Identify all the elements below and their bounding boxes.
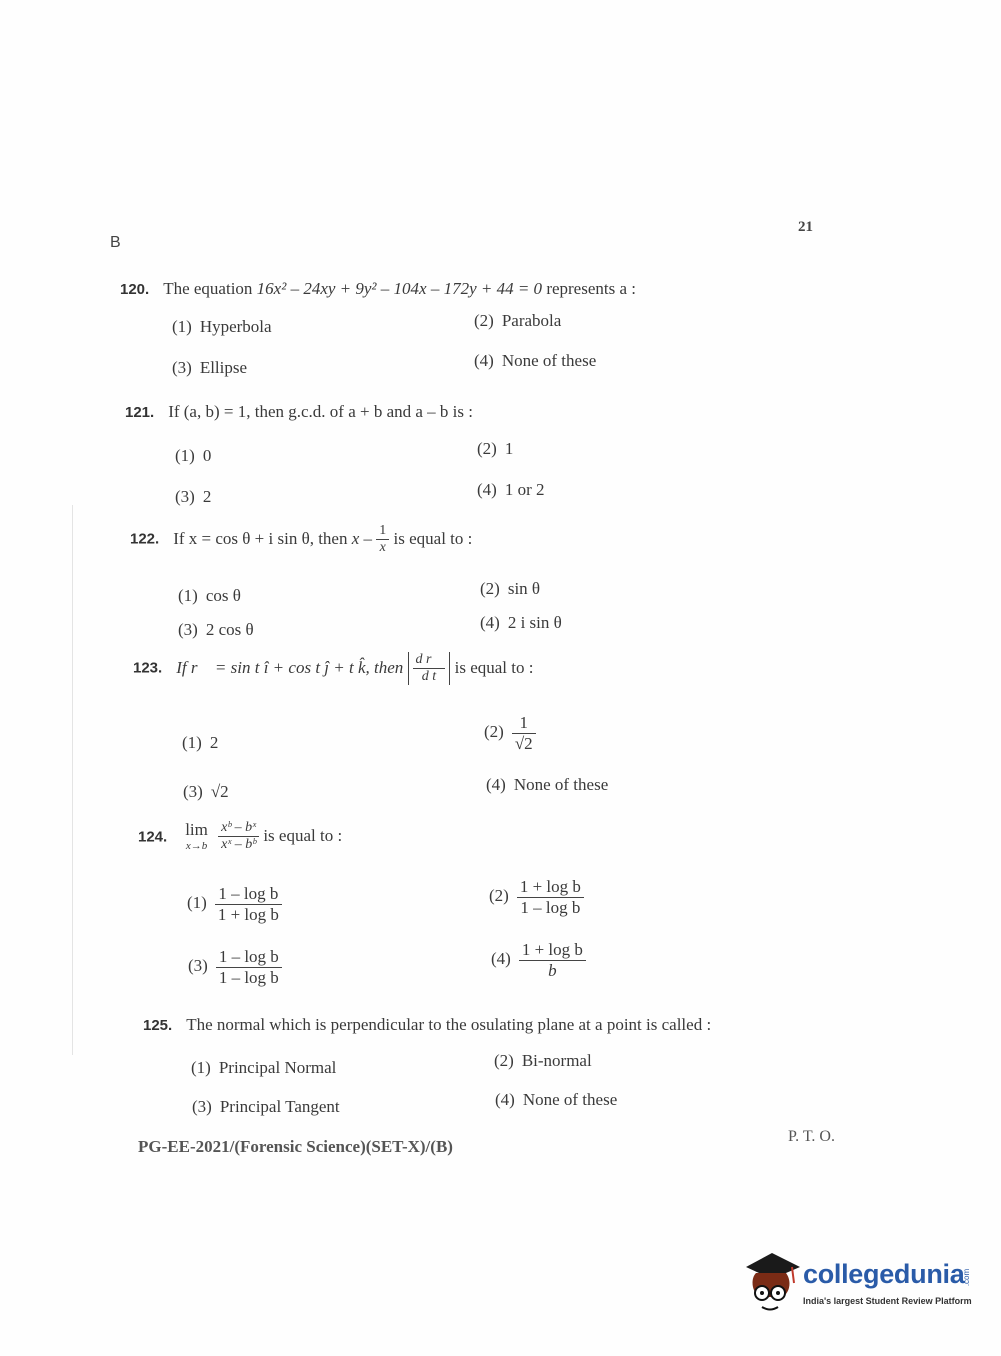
fraction: $\frac{\text{1 + log b}}{b}$ [519, 940, 586, 980]
question-120 [120, 279, 636, 299]
magnitude [408, 652, 451, 685]
equation: 16x² – 24xy + 9y² – 104x – 172y + 44 = 0 [256, 279, 543, 298]
option-4[interactable]: (4) $\frac{\text{1 + log b}}{b}$ [491, 940, 586, 980]
option-1[interactable]: (1) Principal Normal [191, 1058, 337, 1077]
question-number: 120. [120, 281, 150, 298]
paper-code: PG-EE-2021/(Forensic Science)(SET-X)/(B) [138, 1137, 453, 1156]
question-121 [125, 402, 473, 422]
question-number: 121. [125, 404, 155, 421]
question-125 [143, 1015, 711, 1035]
option-2[interactable]: (2) $\frac{1}{√2}$ [484, 713, 536, 753]
option-4[interactable]: (4) None of these [486, 775, 609, 794]
mascot-icon [742, 1249, 802, 1315]
question-text: The normal which is perpendicular to the osulating plane at a point is called : [186, 1015, 712, 1034]
option-1[interactable]: (1) Hyperbola [172, 317, 272, 336]
option-3[interactable]: (3) √2 [183, 782, 229, 801]
option-4[interactable]: (4) 1 or 2 [477, 480, 545, 499]
set-code: B [110, 234, 121, 251]
fraction: $\frac{\text{d r⃗}}{\text{d t}}$ [413, 652, 446, 685]
question-text: If (a, b) = 1, then g.c.d. of a + b and a – b is : [168, 402, 473, 421]
fraction: $\frac{\text{1 + log b}}{\text{1 – log b}}$ [517, 877, 584, 917]
option-2[interactable]: (2) Bi-normal [494, 1051, 592, 1070]
option-3[interactable]: (3) 2 cos θ [178, 620, 254, 639]
question-number: 122. [130, 530, 160, 548]
question-number: 125. [143, 1017, 173, 1034]
question-text: If r⃗ = sin t î + cos t ĵ + t k̂, then $\frac{\text{d r⃗}}{\text{d t}}$ is equal to : [176, 652, 534, 685]
option-2[interactable]: (2) sin θ [480, 579, 541, 598]
question-124 [138, 820, 342, 853]
question-text: The equation 16x² – 24xy + 9y² – 104x – 172y + 44 = 0 represents a : [163, 279, 636, 298]
option-4[interactable]: (4) 2 i sin θ [480, 613, 562, 632]
question-number: 124. [138, 828, 168, 846]
option-2[interactable]: (2) 1 [477, 439, 514, 458]
option-1[interactable]: (1) 0 [175, 446, 212, 465]
option-3[interactable]: (3) $\frac{\text{1 – log b}}{\text{1 – log b}}$ [188, 947, 282, 987]
logo-tagline: India's largest Student Review Platform [803, 1296, 972, 1306]
option-3[interactable]: (3) Principal Tangent [192, 1097, 340, 1116]
question-text: If x = cos θ + i sin θ, then x – $\frac{1}{x}$ is equal to : [173, 523, 473, 556]
fraction: $\frac{1}{x}$ [376, 523, 389, 556]
question-123 [133, 652, 533, 685]
option-2[interactable]: (2) Parabola [474, 311, 562, 330]
fraction: $\frac{1}{√2}$ [512, 713, 536, 753]
option-2[interactable]: (2) $\frac{\text{1 + log b}}{\text{1 – log b}}$ [489, 877, 584, 917]
logo-suffix: .com [962, 1268, 972, 1287]
option-1[interactable]: (1) $\frac{\text{1 – log b}}{\text{1 + log b}}$ [187, 884, 282, 924]
logo-wordmark: collegedunia [803, 1259, 965, 1289]
option-3[interactable]: (3) Ellipse [172, 358, 248, 377]
fraction: $\frac{\text{1 – log b}}{\text{1 – log b}}$ [216, 947, 282, 987]
option-1[interactable]: (1) 2 [182, 733, 219, 752]
fraction: $\frac{\text{xᵇ – bˣ}}{\text{xˣ – bᵇ}}$ [218, 820, 259, 853]
page-turn-over: P. T. O. [788, 1128, 835, 1145]
question-122 [130, 523, 472, 556]
option-4[interactable]: (4) None of these [474, 351, 597, 370]
fraction: $\frac{\text{1 – log b}}{\text{1 + log b}}$ [215, 884, 282, 924]
page-number: 21 [798, 219, 813, 235]
question-number: 123. [133, 659, 163, 677]
question-text: lim x→b $\frac{\text{xᵇ – bˣ}}{\text{xˣ – bᵇ}}$ is equal to : [185, 820, 343, 853]
option-3[interactable]: (3) 2 [175, 487, 212, 506]
option-1[interactable]: (1) cos θ [178, 586, 241, 605]
option-4[interactable]: (4) None of these [495, 1090, 618, 1109]
margin-line [72, 505, 73, 1055]
